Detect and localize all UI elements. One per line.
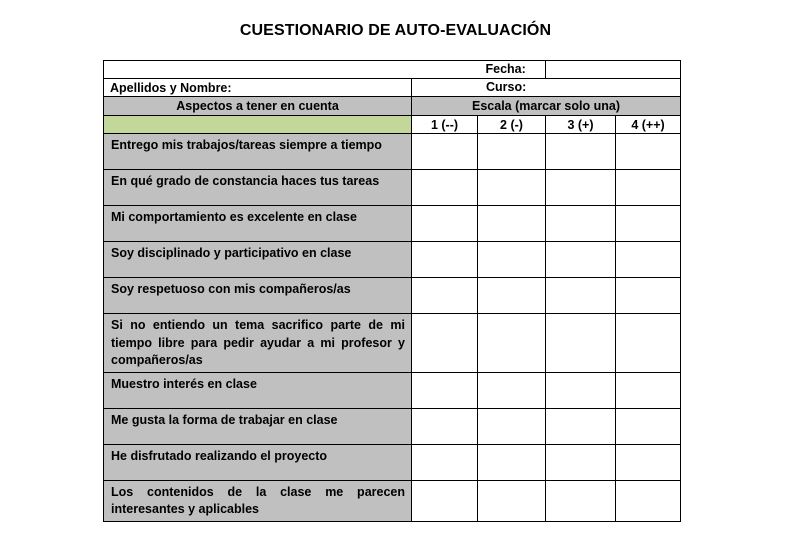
scale-options-row: [104, 116, 681, 134]
scale-option-4: 4 (++): [616, 116, 681, 134]
answer-cell-4[interactable]: [616, 170, 681, 206]
question-text: Soy respetuoso con mis compañeros/as: [104, 278, 412, 314]
document-title: CUESTIONARIO DE AUTO-EVALUACIÓN: [239, 22, 552, 39]
answer-cell-3[interactable]: [546, 170, 616, 206]
question-row: [104, 278, 681, 314]
question-row: [104, 170, 681, 206]
answer-cell-4[interactable]: [616, 444, 681, 480]
answer-cell-2[interactable]: [478, 480, 546, 521]
question-text: Mi comportamiento es excelente en clase: [104, 206, 412, 242]
answer-cell-3[interactable]: [546, 372, 616, 408]
fecha-row: [104, 61, 681, 79]
scale-header: Escala (marcar solo una): [412, 97, 681, 116]
question-row: [104, 206, 681, 242]
question-text: Si no entiendo un tema sacrifico parte de mi tiempo libre para pedir ayudar a mi profesor y compañeros/as: [104, 314, 412, 373]
curso-field[interactable]: [412, 79, 681, 97]
fecha-blank: [104, 61, 412, 79]
answer-cell-3[interactable]: [546, 314, 616, 373]
question-row: [104, 372, 681, 408]
fecha-field-cell: [412, 61, 546, 79]
answer-cell-2[interactable]: [478, 372, 546, 408]
name-field[interactable]: [104, 79, 412, 97]
answer-cell-1[interactable]: [412, 314, 478, 373]
scale-option-3: 3 (+): [546, 116, 616, 134]
answer-cell-4[interactable]: [616, 372, 681, 408]
question-row: [104, 408, 681, 444]
answer-cell-2[interactable]: [478, 170, 546, 206]
answer-cell-4[interactable]: [616, 278, 681, 314]
question-text: Entrego mis trabajos/tareas siempre a tiempo: [104, 134, 412, 170]
question-row: [104, 314, 681, 373]
self-evaluation-table: [103, 60, 681, 522]
answer-cell-2[interactable]: [478, 314, 546, 373]
answer-cell-1[interactable]: [412, 134, 478, 170]
question-row: [104, 444, 681, 480]
question-text: Soy disciplinado y participativo en clase: [104, 242, 412, 278]
answer-cell-4[interactable]: [616, 480, 681, 521]
answer-cell-2[interactable]: [478, 206, 546, 242]
answer-cell-2[interactable]: [478, 444, 546, 480]
question-row: [104, 480, 681, 521]
answer-cell-1[interactable]: [412, 408, 478, 444]
answer-cell-2[interactable]: [478, 134, 546, 170]
answer-cell-1[interactable]: [412, 206, 478, 242]
answer-cell-1[interactable]: [412, 480, 478, 521]
name-label: Apellidos y Nombre:: [110, 80, 232, 95]
question-text: Los contenidos de la clase me parecen interesantes y aplicables: [104, 480, 412, 521]
answer-cell-2[interactable]: [478, 242, 546, 278]
header-row: [104, 97, 681, 116]
question-text: Muestro interés en clase: [104, 372, 412, 408]
answer-cell-3[interactable]: [546, 206, 616, 242]
answer-cell-3[interactable]: [546, 480, 616, 521]
answer-cell-1[interactable]: [412, 170, 478, 206]
question-text: He disfrutado realizando el proyecto: [104, 444, 412, 480]
answer-cell-3[interactable]: [546, 408, 616, 444]
answer-cell-4[interactable]: [616, 408, 681, 444]
answer-cell-4[interactable]: [616, 242, 681, 278]
aspects-header: Aspectos a tener en cuenta: [104, 97, 412, 116]
question-text: Me gusta la forma de trabajar en clase: [104, 408, 412, 444]
curso-label: Curso:: [486, 80, 527, 94]
answer-cell-2[interactable]: [478, 278, 546, 314]
scale-option-2: 2 (-): [478, 116, 546, 134]
answer-cell-1[interactable]: [412, 444, 478, 480]
question-row: [104, 242, 681, 278]
scale-option-1: 1 (--): [412, 116, 478, 134]
answer-cell-4[interactable]: [616, 206, 681, 242]
answer-cell-2[interactable]: [478, 408, 546, 444]
fecha-label: Fecha:: [485, 62, 526, 76]
answer-cell-3[interactable]: [546, 444, 616, 480]
answer-cell-3[interactable]: [546, 242, 616, 278]
answer-cell-3[interactable]: [546, 134, 616, 170]
name-row: [104, 79, 681, 97]
answer-cell-3[interactable]: [546, 278, 616, 314]
question-text: En qué grado de constancia haces tus tareas: [104, 170, 412, 206]
answer-cell-4[interactable]: [616, 134, 681, 170]
question-row: [104, 134, 681, 170]
answer-cell-1[interactable]: [412, 372, 478, 408]
answer-cell-1[interactable]: [412, 278, 478, 314]
answer-cell-4[interactable]: [616, 314, 681, 373]
fecha-input[interactable]: [546, 61, 681, 79]
green-spacer: [104, 116, 412, 134]
answer-cell-1[interactable]: [412, 242, 478, 278]
